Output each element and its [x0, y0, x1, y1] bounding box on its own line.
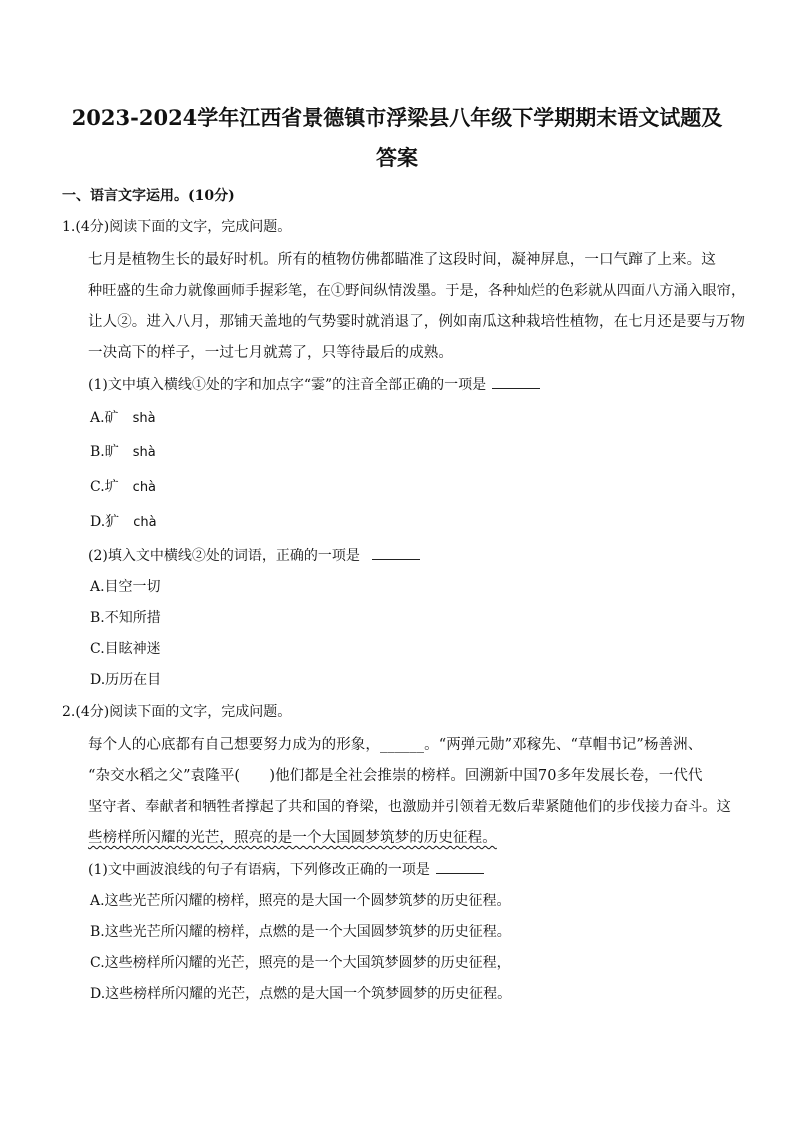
answer-blank [436, 859, 484, 874]
option-row: C.目眩神迷 [90, 641, 161, 657]
question-2-heading: 2.(4分)阅读下面的文字，完成问题。 [62, 704, 292, 720]
question-1-paragraph-line: 一决高下的样子，一过七月就蔫了，只等待最后的成熟。 [88, 345, 453, 361]
question-2-sub1-text: (1)文中画波浪线的句子有语病，下列修改正确的一项是 [88, 862, 430, 878]
question-2-paragraph-line [88, 828, 497, 848]
option-pinyin: shà [132, 445, 156, 460]
wavy-underlined-sentence: 些榜样所闪耀的光芒，照亮的是一个大国圆梦筑梦的历史征程。 [88, 830, 497, 846]
option-label: B.旷 [90, 444, 119, 460]
option-pinyin: shà [132, 411, 156, 426]
question-1-sub1 [88, 374, 540, 395]
document-title-line1: 2023-2024学年江西省景德镇市浮梁县八年级下学期期末语文试题及 [71, 105, 723, 130]
option-row [90, 512, 157, 533]
question-2-sub1 [88, 859, 484, 880]
answer-blank [492, 374, 540, 389]
option-row: A.这些光芒所闪耀的榜样，照亮的是大国一个圆梦筑梦的历史征程。 [90, 893, 511, 909]
option-row: A.目空一切 [90, 579, 161, 595]
option-label: D.犷 [90, 514, 120, 530]
question-1-sub2-text: (2)填入文中横线②处的词语，正确的一项是 [88, 548, 360, 564]
question-1-paragraph-line: 种旺盛的生命力就像画师手握彩笔，在①野间纵情泼墨。于是，各种灿烂的色彩就从四面八方涌入眼帘， [88, 283, 746, 299]
option-row: D.这些榜样所闪耀的光芒，点燃的是大国一个筑梦圆梦的历史征程。 [90, 986, 512, 1002]
question-1-paragraph-line: 七月是植物生长的最好时机。所有的植物仿佛都瞄准了这段时间，凝神屏息，一口气蹿了上来。这 [88, 252, 716, 268]
question-1-sub1-text: (1)文中填入横线①处的字和加点字“霎”的注音全部正确的一项是 [88, 377, 487, 393]
question-2-paragraph-line: “杂交水稻之父”袁隆平( )他们都是全社会推崇的榜样。回溯新中国70多年发展长卷，一代代 [88, 768, 703, 784]
option-pinyin: chà [133, 515, 157, 530]
option-row: D.历历在目 [90, 672, 162, 688]
question-2-paragraph-line: 每个人的心底都有自己想要努力成为的形象，______。“两弹元勋”邓稼先、“草帽书记”杨善洲、 [88, 737, 703, 753]
question-1-paragraph-line: 让人②。进入八月，那铺天盖地的气势霎时就消退了，例如南瓜这种栽培性植物，在七月还是要与万物 [88, 314, 745, 330]
option-pinyin: chà [132, 480, 157, 495]
option-label: C.圹 [90, 479, 119, 495]
option-row: C.这些榜样所闪耀的光芒，照亮的是一个大国筑梦圆梦的历史征程， [90, 955, 511, 971]
option-row [90, 442, 156, 463]
option-row: B.不知所措 [90, 610, 161, 626]
option-row [90, 477, 156, 498]
option-row [90, 408, 156, 429]
question-1-heading: 1.(4分)阅读下面的文字，完成问题。 [62, 219, 292, 235]
document-title-line2: 答案 [376, 145, 418, 170]
question-1-sub2 [88, 545, 420, 566]
option-row: B.这些光芒所闪耀的榜样，点燃的是一个大国圆梦筑梦的历史征程。 [90, 924, 511, 940]
option-label: A.矿 [90, 410, 119, 426]
section-heading: 一、语言文字运用。(10分) [62, 188, 235, 204]
question-2-paragraph-line: 坚守者、奉献者和牺牲者撑起了共和国的脊梁，也激励并引领着无数后辈紧随他们的步伐接力奋斗。这 [88, 799, 731, 815]
answer-blank [372, 545, 420, 560]
